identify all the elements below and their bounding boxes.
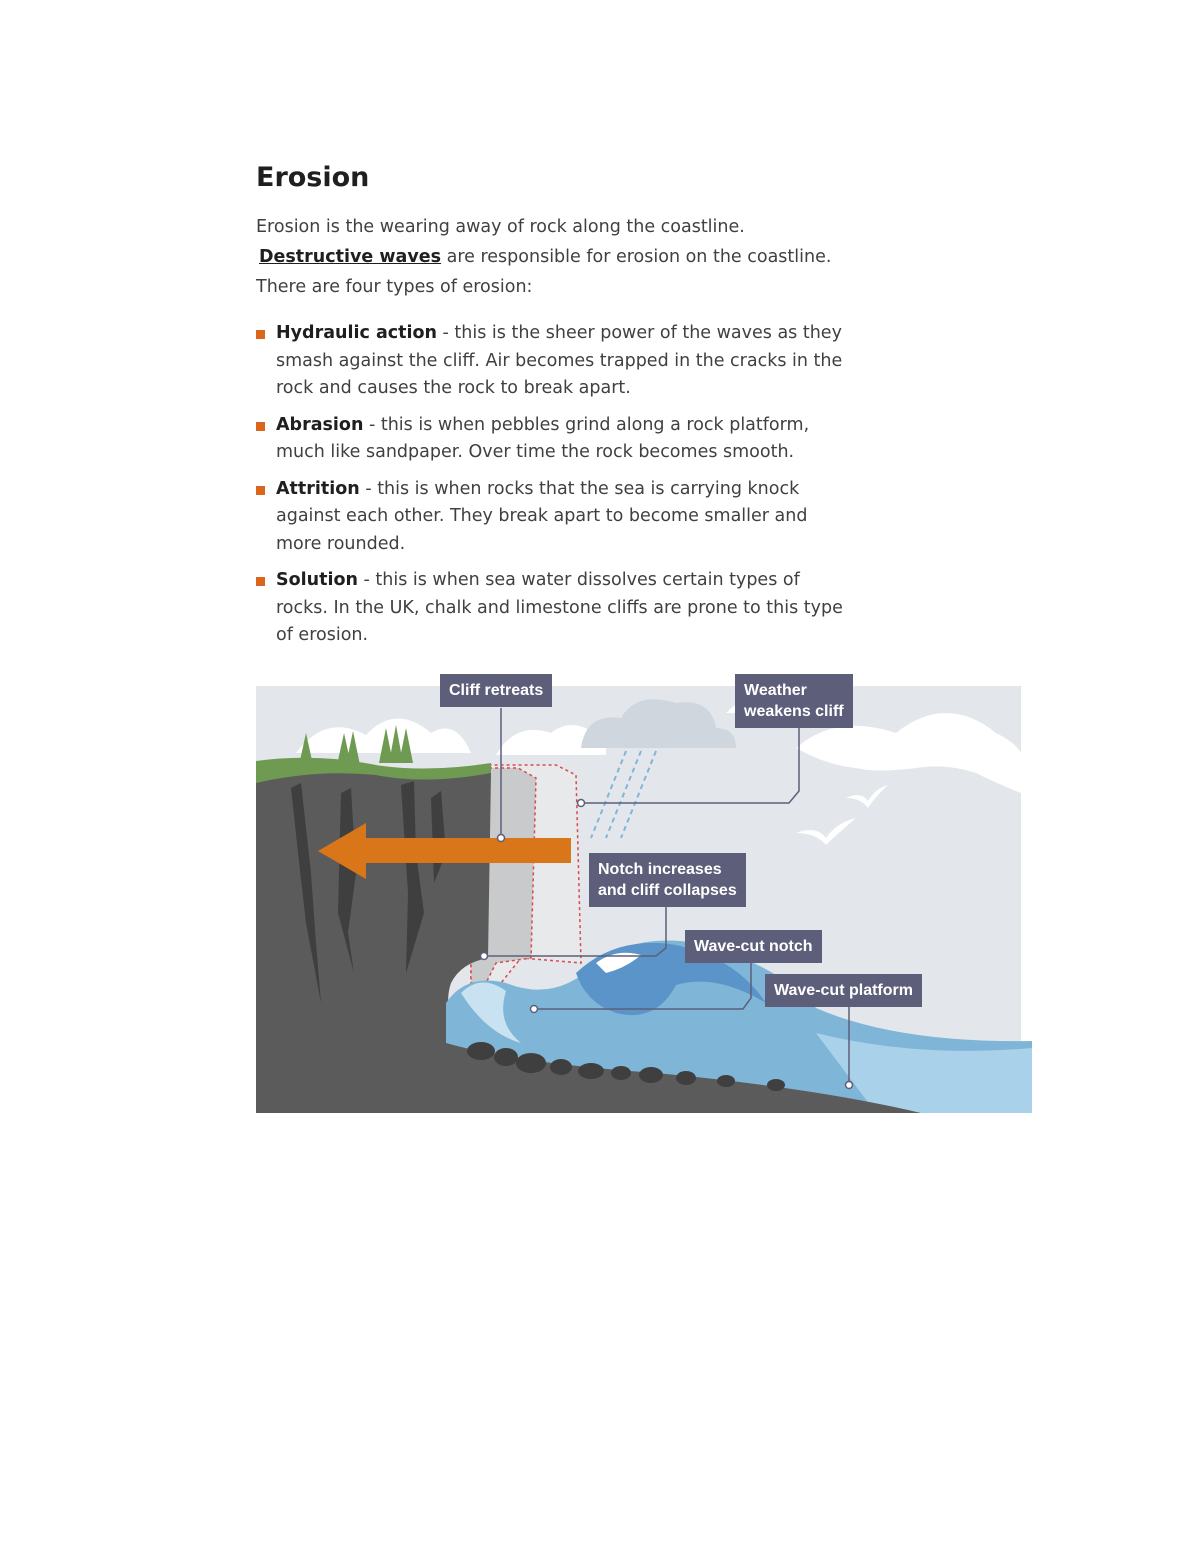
- square-bullet-icon: [256, 486, 265, 495]
- term-solution: Solution: [276, 570, 358, 590]
- label-weather-line-2: weakens cliff: [744, 703, 844, 720]
- destructive-waves-link[interactable]: Destructive waves: [259, 247, 442, 267]
- term-description: - this is when sea water dissolves certain types of rocks. In the UK, chalk and limestone cliffs are prone to this type of erosion.: [276, 570, 843, 645]
- term-abrasion: Abrasion: [276, 414, 364, 435]
- term-attrition: Attrition: [276, 478, 360, 499]
- erosion-types-list: [256, 320, 856, 650]
- list-item: [256, 320, 856, 403]
- article: [256, 158, 1036, 659]
- term-description: - this is the sheer power of the waves as they smash against the cliff. Air becomes trapped in the cracks in the rock and causes the rock to break apart.: [276, 323, 843, 398]
- term-hydraulic-action: Hydraulic action: [276, 323, 437, 343]
- list-item: [256, 567, 856, 650]
- intro-line-3: There are four types of erosion:: [256, 277, 533, 297]
- square-bullet-icon: [256, 577, 265, 586]
- label-weather-line-1: Weather: [744, 682, 807, 699]
- list-item: [256, 476, 856, 559]
- label-weather-weakens-cliff: [735, 674, 853, 728]
- square-bullet-icon: [256, 330, 265, 339]
- label-cliff-retreats: Cliff retreats: [440, 674, 552, 707]
- label-wave-cut-platform: Wave-cut platform: [765, 974, 922, 1007]
- term-description: - this is when rocks that the sea is carrying knock against each other. They break apart to become smaller and more rounded.: [276, 478, 808, 554]
- list-item: [256, 412, 856, 467]
- intro-line-1: Erosion is the wearing away of rock along the coastline.: [256, 217, 745, 237]
- cliff-erosion-diagram: [256, 673, 1032, 1113]
- label-notch-line-1: Notch increases: [598, 861, 722, 878]
- square-bullet-icon: [256, 422, 265, 431]
- term-description: - this is when pebbles grind along a rock platform, much like sandpaper. Over time the rock becomes smooth.: [276, 414, 810, 462]
- label-notch-line-2: and cliff collapses: [598, 882, 737, 899]
- intro-text: [256, 212, 1036, 302]
- label-notch-increases: [589, 853, 746, 907]
- page-title: Erosion: [256, 162, 370, 193]
- intro-line-2-rest: are responsible for erosion on the coastline.: [441, 247, 832, 267]
- intro-line-2: [256, 242, 1036, 272]
- label-wave-cut-notch: Wave-cut notch: [685, 930, 822, 963]
